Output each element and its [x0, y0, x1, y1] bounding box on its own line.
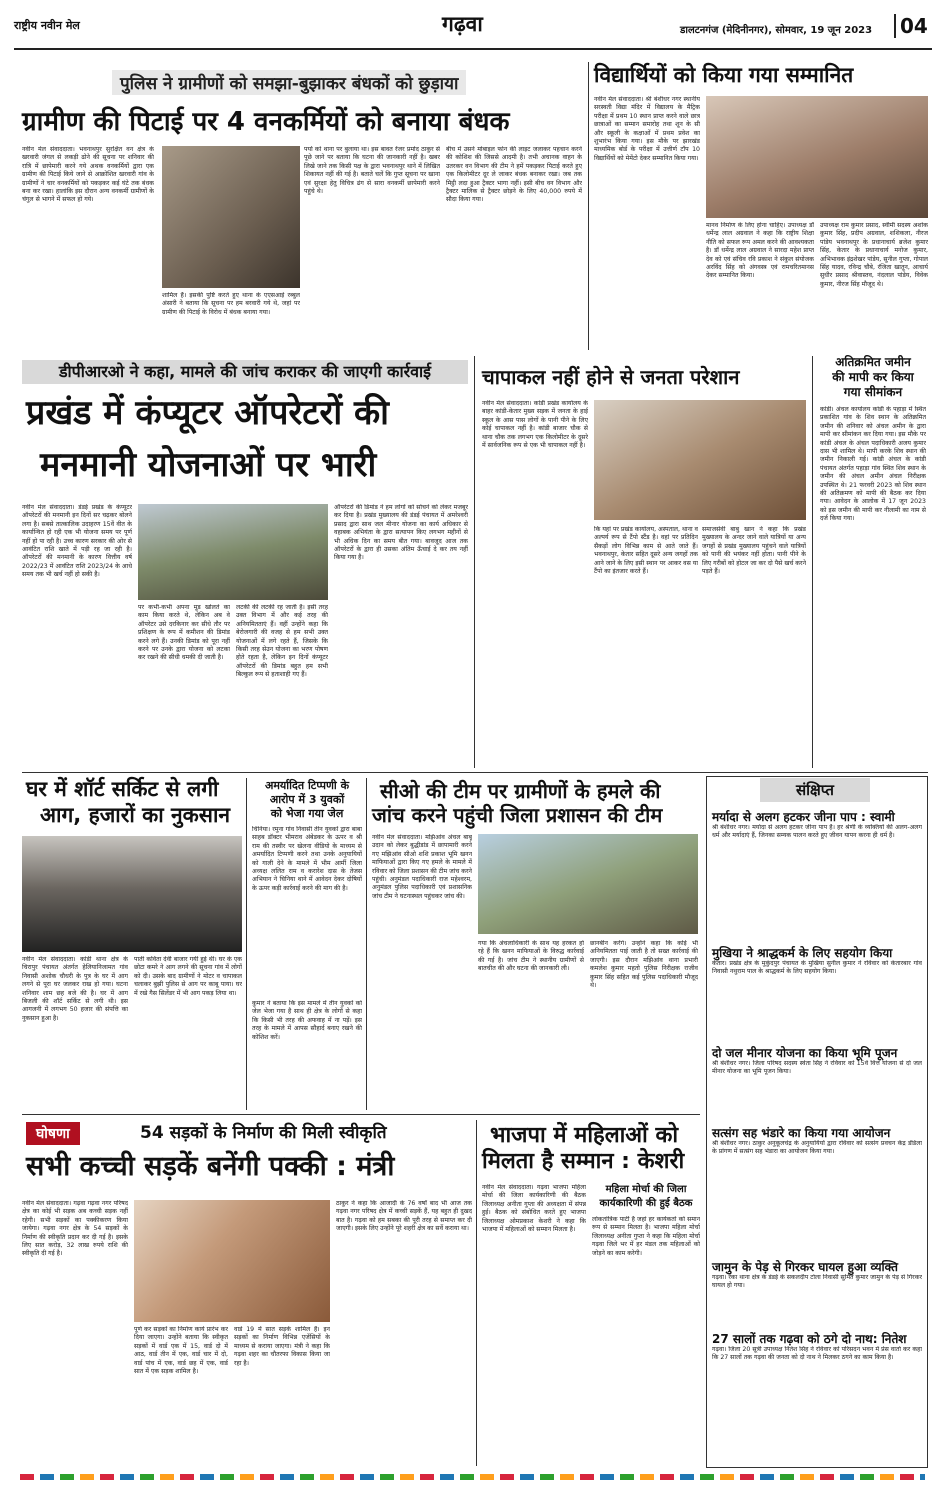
story6-headline-line1: घर में शॉर्ट सर्किट से लगी [26, 777, 219, 801]
section-divider [22, 772, 928, 773]
brief-body: गढ़वा। रंका थाना क्षेत्र के डंडई के सकलदीप टोला निवासी सुमित कुमार जामुन के पेड़ से गिरकर घायल हो गया। [712, 1274, 922, 1290]
story10-subhead-line2: कार्यकारिणी की हुई बैठक [599, 1198, 693, 1209]
story8-headline-line1: सीओ की टीम पर ग्रामीणों के हमले की [380, 779, 661, 803]
story5-headline-line3: गया सीमांकन [843, 385, 903, 399]
brief-headline: सत्संग सह भंडारे का किया गया आयोजन [712, 1126, 891, 1140]
story9-col4: ठाकुर ने कहा कि आजादी के 76 वर्षों बाद भी आज तक गढ़वा नगर परिषद क्षेत्र में कच्ची सड़कें हैं, यह बहुत ही दुखद बात है। गढ़वा को हम सबका की पूरी तरह से समाप्त कर दी जाएगी। इसके लिए उन्होंने पूरे शहरी क्षेत्र का सर्वे कराया था। [336, 1200, 472, 1233]
column-divider [366, 778, 367, 1110]
page-header [14, 8, 932, 50]
story3-photo [138, 504, 328, 600]
story7-headline-line1: अमर्यादित टिप्पणी के [264, 779, 350, 792]
story9-tag: घोषणा [26, 1122, 80, 1145]
footer-color-strip [20, 1474, 925, 1480]
story3-col4: ऑपरेटरों की डिमांड ने हम लोगों को सोचने को लेकर मजबूर कर दिया है। प्रखंड मुख्यालय की डंडई पंचायत में अमरेश्वरी प्रसाद द्वारा साथ जल मीनार योजना का कार्य अधिकार से वहाबक अभियंता के द्वारा सत्यापन किए लगभग महीनों से भी अधिक दिन का समय बीत गया। बावजूद आज तक ऑपरेटरों के द्वारा ही उसका अंतिम ऊँचाई दे कर तय नहीं किया गया है। [334, 504, 468, 562]
story8-col3: छानबीन करेंगे। उन्होंने कहा कि कोई भी अनियमितता पाई जाती है तो सख्त कार्रवाई की जाएगी। इस दौरान मझिआंव थाना प्रभारी कमलेश कुमार महतो पुलिस निरीक्षक राजीव कुमार सिंह सहित कई पुलिस पदाधिकारी मौजूद थे। [590, 940, 698, 990]
briefs-title: संक्षिप्त [760, 778, 870, 802]
column-divider [812, 356, 813, 768]
story7-headline-line3: को भेजा गया जेल [270, 807, 344, 820]
story5-body: कांडी। अंचल कार्यालय कांडी के पहाड़ा में स्थित प्रकाशित गांव के शिव स्थान के अतिक्रमित जमीन की शनिवार को अंचल अमीन के द्वारा मापी कर सीमांकन कर दिया गया। इस मौके पर कांडी अंचल के अंचल पदाधिकारी अजय कुमार दास भी शामिल थे। मापी करके शिव स्थान की जमीन निकाली गई। कांडी अंचल के कांडी पंचायत अंतर्गत पहाड़ा गांव स्थित शिव स्थान के जमीन की अंचल अमीन अंचल निरीक्षक उपस्थित थे। 21 फरवरी 2023 को शिव स्थान की अतिक्रमण को मापी की बैठक कर दिया गया। आवेदन के आलोक में 17 जून 2023 को इस जमीन की मापी कर नीलामी का नाम से दर्ज किया गया। [820, 406, 926, 523]
story2-headline: विद्यार्थियों को किया गया सम्मानित [594, 63, 854, 87]
story3-headline-line1: प्रखंड में कंप्यूटर ऑपरेटरों की [26, 393, 389, 433]
story6-headline-line2: आग, हजारों का नुकसान [40, 803, 231, 827]
story9-headline: सभी कच्ची सड़कें बनेंगी पक्की : मंत्री [26, 1151, 395, 1182]
story8-col2: गया कि अंचलाधिकारी के साथ यह हरकत हो रहे हैं कि खनन माफियाओं के विरुद्ध कार्रवाई की गई है। जांच टीम ने स्थानीय ग्रामीणों से बातचीत की और घटना की जानकारी ली। [478, 940, 584, 973]
brief-body: श्री बंशीधर नगर। मर्यादा से अलग हटकर जीना पाप है। हर श्रेणी के व्यक्तियों की अलग-अलग धर्म और मर्यादाएं हैं, जिनका सम्यक पालन करते हुए जीवन यापन करना ही धर्म है। [712, 824, 922, 840]
story1-col4: बीच में उसने मोबाइल फोन की लाइट जलाकर पहचान करने की कोशिश की जिससे आदमी है। तभी अचानक वाहन के उतरकर वन विभाग की टीम ने हमें पकड़कर पिटाई करते हुए एक किलोमीटर दूर ले जाकर बंधक बनाकर रखा। जब तक मिट्ठी लदा हुआ ट्रैक्टर भागा नहीं। इसी बीच वन विभाग और ट्रैक्टर मालिक से ट्रैक्टर छोड़ने के लिए 40,000 रुपये में सौदा किया गया। [446, 146, 582, 204]
story3-kicker: डीपीआरओ ने कहा, मामले की जांच कराकर की जाएगी कार्रवाई [22, 360, 468, 384]
story1-headline: ग्रामीण की पिटाई पर 4 वनकर्मियों को बनाया बंधक [22, 107, 510, 137]
story4-col1: नवीन मेल संवाददाता। कांडी प्रखंड कार्यालय के बाहर कांडी-केतार मुख्य सड़क में जनता के हाई स्कूल के आस पास लोगों के पानी पीने के लिए कोई चापाकल नहीं है। कांडी बाजार चौक से थाना चौक तक लगभग एक किलोमीटर के दूसरे में सार्वजनिक रूप से एक भी चापाकल नहीं है। [482, 400, 588, 450]
column-divider [588, 62, 589, 350]
brief-body: श्री बंशीधर नगर। ठाकुर अनुकूलचंद्र के अनुयायियों द्वारा रविवार को सत्संग प्रवचन केंद्र डंडिला के प्रांगण में सत्संग सह भंडारा का आयोजन किया गया। [712, 1140, 922, 1156]
story9-col3: वार्ड 19 में सात सड़कें शामिल हैं। इन सड़कों का निर्माण विभिन्न एजेंसियों के माध्यम से कराया जाएगा। मंत्री ने कहा कि गढ़वा शहर का चौतरफा विकास किया जा रहा है। [234, 1326, 330, 1367]
story9-col1: नवीन मेल संवाददाता। गढ़वा गढ़वा नगर परिषद क्षेत्र का कोई भी सड़क अब कच्ची सड़क नहीं रहेगी। सभी सड़कों का पक्कीकरण किया जायेगा। गढ़वा नगर क्षेत्र के 54 सड़कों के निर्माण की स्वीकृति प्रदान कर दी गई है। इसके लिए सात करोड़, 32 लाख रुपये राशि की स्वीकृति दी गई है। [22, 1200, 128, 1258]
brief-headline: मुखिया ने श्राद्धकर्म के लिए सहयोग किया [712, 946, 893, 960]
story1-photo [162, 146, 300, 288]
story2-col1: नवीन मेल संवाददाता। श्री बंशीधर नगर स्थानीय सरस्वती विद्या मंदिर में विद्यालय के मैट्रिक परीक्षा में प्रथम 10 स्थान प्राप्त करने वाले छात्र छात्राओं का सम्मान समारोह तथा शून के सी और स्कूली के कक्षाओं में प्रथम प्रवेश का शुभारंभ किया गया। इस मौके पर झारखंड माध्यमिक बोर्ड के परीक्षा में उत्तीर्ण टॉप 10 विद्यार्थियों को मेमेंटो देकर सम्मानित किया गया। [594, 96, 700, 162]
story6-col1: नवीन मेल संवाददाता। कांडी थाना क्षेत्र के चिरापुर पंचायत अंतर्गत हेलियानिजामत गांव निवासी अशोक चौधरी के पुत्र के घर में आग लगने से पूरा घर जलकर राख हो गया। घटना शनिवार शाम छह बजे की है। घर में आग बिजली की शॉर्ट सर्किट से लगी थी। इस आगजनी में लगभग 50 हजार की संपत्ति का नुकसान हुआ है। [22, 956, 128, 1022]
story6-col2: पाती कविता देवी बाजार गयी हुई थी। घर के एक छोटा कमरे ने आग लगने की सूचना गांव में लोगों को दी। उसके बाद ग्रामीणों ने मोटर व चापाकल चलाकर बुझी पुलिस से आग पर काबू पाया। घर में रखे गैस सिलेंडर में भी आग पकड़ लिया था। [134, 956, 242, 997]
brief-body: केतार। प्रखंड क्षेत्र के मुकुंदपुर पंचायत के मुखिया सुनील कुमार ने रविवार को केतारबार गांव निवासी नथुराम पाल के श्राद्धकर्म के लिए सहयोग किया। [712, 960, 922, 976]
story4-headline: चापाकल नहीं होने से जनता परेशान [482, 365, 740, 389]
story4-photo [594, 400, 806, 520]
brief-headline: मर्यादा से अलग हटकर जीना पाप : स्वामी [712, 810, 895, 824]
story8-col1: नवीन मेल संवाददाता। मझिआंव अंचल बाबू उदान को लेकर बुद्धीडांड में छापामारी करने गए मझिआंव सीओ शशि प्रकाश भूमि खनन माफियाओं द्वारा किए गए हमले के मामले में रविवार को जिला प्रशासन की टीम जांच करने पहुंची। अनुमंडल पदाधिकारी राज महेश्वरम, अनुमंडल पुलिस पदाधिकारी एवं प्रशासनिक जांच टीम ने घटनास्थल पहुंचकर जांच की। [372, 834, 472, 900]
column-divider [246, 778, 247, 1110]
story7-col1: चिनिया। रमुना गांव निवासी तीन युवकों द्वारा बाबा साहब डॉक्टर भीमराव अंबेडकर के ऊपर व श्री राम की तस्वीर पर खेलना वीडियो के माध्यम से अमर्यादित टिप्पणी करने तथा उनके अनुयायियों को गाली देने के मामले में भीम आर्मी जिला अध्यक्ष ललित राम व करारेश दास के तेजस अभियान ने चिनिया थाने में आवेदन देकर दोषियों के ऊपर कड़ी कार्रवाई करने की माग की है। [252, 826, 362, 892]
story1-col2: शामिल हैं। इसकी पुष्टि करते हुए थाना के एएसआई रब्बुल अंसारी ने बताया कि सूचना पर हम बरवारी गये थे, जहां पर ग्रामीण की पिटाई के विरोध में बंधक बनाया गया। [162, 292, 300, 316]
story10-col1: नवीन मेल संवाददाता। गढ़वा भाजपा महिला मोर्चा की जिला कार्यकारिणी की बैठक जिलाध्यक्ष अनीता गुप्ता की अध्यक्षता में संपन्न हुई। बैठक को संबोधित करते हुए भाजपा जिलाध्यक्ष ओमप्रकाश केशरी ने कहा कि भाजपा में महिलाओं को सम्मान मिलता है। [482, 1184, 586, 1234]
brief-headline: जामुन के पेड़ से गिरकर घायल हुआ व्यक्ति [712, 1260, 898, 1274]
story9-photo [134, 1200, 330, 1322]
story7-headline-line2: आरोप में 3 युवकों [269, 793, 345, 806]
story8-headline-line2: जांच करने पहुंची जिला प्रशासन की टीम [372, 803, 663, 827]
column-divider [474, 356, 475, 768]
story9-col2: पूर्ण कर सड़कों का निर्माण कार्य प्रारंभ कर दिया जाएगा। उन्होंने बताया कि स्वीकृत सड़कों में वार्ड एक में 15, वार्ड दो में आठ, वार्ड तीन में एक, वार्ड चार में दो, वार्ड पांच में एक, वार्ड छह में एक, वार्ड सात में एक सड़क शामिल है। [134, 1326, 228, 1376]
story2-photo [706, 96, 928, 218]
story3-col1: नवीन मेल संवाददाता। डंडई प्रखंड के कंप्यूटर ऑपरेटरों की मनमानी इन दिनों सर चढ़कर बोलने लगा है। सबसे तात्कालिक उदाहरण 15वें वीत के कार्यान्वित हो रही एक भी योजना समय पर पूर्ण नहीं हो पा रही है। उच्च कारण सरकार की ओर से आवंटित राशि खाते में पड़ी रह जा रही है। ऑपरेटरों की मनमानी के कारण वित्तीय वर्ष 2022/23 में आवंटित राशि 2023/24 के आधे समय तक भी खर्च नहीं हो सकी है। [22, 504, 132, 579]
section-divider [22, 1114, 700, 1115]
story10-headline-line1: भाजपा में महिलाओं को [490, 1123, 679, 1148]
story3-headline-line2: मनमानी योजनाओं पर भारी [40, 445, 377, 485]
story2-col3: उपाध्यक्ष राम कुमार प्रसाद, स्वीमी सदस्य अशोक कुमार सिंह, प्रदीप अग्रवाल, शशिकला, नीरज पांडेय भवनाथपुर के प्रधानाचार्य ब्रजेश कुमार सिंह, केतार के प्रधानाचार्य मनोज कुमार, अभिभावक इंद्रशेखर पांडेय, सुनील गुप्ता, गोपाल सिंह यादव, रविन्द्र चौबे, रंजिता खातून, आचार्य सुधीर प्रसाद श्रीवास्तव, नंदलाल पांडेय, विवेक कुमार, नीरज सिंह मौजूद थे। [820, 222, 928, 288]
story5-headline-line1: अतिक्रमित जमीन [835, 355, 911, 369]
story3-col2: पर कभी-कभी अपना मूड खोलते का काम किया करते थे, लेकिन अब वे ऑपरेटर उसे दरकिनार कर सीधे तौर पर प्रशिक्षण के रूप में कमीशन की डिमांड करने लगे हैं। उनकी डिमांड को पूरा नहीं करने पर उनके द्वारा योजना को लटका कर रखने की सीधी धमकी दी जाती है। [138, 604, 230, 662]
page-number: 04 [894, 14, 928, 38]
story1-col1: नवीन मेल संवाददाता। भवनाथपुर सुरक्षित वन क्षेत्र के खरवारी जंगल से लकड़ी ढोने की सूचना पर शनिवार की रात्रि में छापेमारी करने गये अथक वनकर्मियों द्वारा एक ग्रामीण की पिटाई किये जाने से आक्रोशित खरवारी गांव के ग्रामीणों ने चार वनकर्मियों को पकड़कर कई घंटे तक बंधक बना कर रखा। हालांकि इस दौरान अन्य वनकर्मी ग्रामीणों के चंगुल से भागने में सफल हो गये। [22, 146, 154, 204]
story10-col2: लोकतांत्रिक पार्टी है जहां हर कार्यकर्ता को समान रूप से सम्मान मिलता है। भाजपा महिला मोर्चा जिलाध्यक्ष अनीता गुप्ता ने कहा कि महिला मोर्चा गढ़वा जिले भर में हर मंडल तक महिलाओं को जोड़ने का काम करेगी। [592, 1216, 700, 1257]
story10-subhead-line1: महिला मोर्चा की जिला [605, 1184, 687, 1195]
story9-kicker: 54 सड़कों के निर्माण की मिली स्वीकृति [140, 1123, 387, 1143]
brief-headline: 27 सालों तक गढ़वा को ठगे दो नाथ: नितेश [712, 1332, 907, 1346]
dateline: डालटनगंज (मेदिनीनगर), सोमवार, 19 जून 2023 [680, 25, 873, 36]
story4-col2: कि यहां पर प्रखंड कार्यालय, अस्पताल, थाना व अल्पर्य रूप से टैंपो स्टैंड है। वहां पर प्रतिदिन सैकड़ों लोग विभिन्न काम से आते जाते हैं। भवनाथपुर, केतार सहित दूसरे अन्य जगहों तक आने जाने के लिए इसी स्थान पर आकर वस या टैंपो का इंतजार करते हैं। [594, 526, 698, 576]
masthead-logo: राष्ट्रीय नवीन मेल [14, 19, 80, 32]
story2-col2: मानव निर्माण के लिए होना चाहिए। उपाध्यक्ष डॉ धर्मेन्द्र लाल अग्रवाल ने कहा कि राष्ट्रीय शिक्षा नीति को सफल रूप अमल करने की आवश्यकता है। डॉ धर्मेन्द्र लाल अग्रवाल ने सारदा महेश प्राप्त देव को एवं संचिव रवि प्रकाश ने संकुल संयोजक अरविंद सिंह को अंगवस्त्र एवं रामचरितमानस देकर सम्मानित किया। [706, 222, 814, 280]
section-title: गढ़वा [442, 12, 483, 36]
story4-col3: समाजसेवी बाबु खान ने कहा कि प्रखंड मुख्यालय के अन्दर जाने वाले यात्रियों या अन्य जगहों से प्रखंड मुख्यालय पहुंचने वाले यात्रियों को पानी की भयंकर नहीं होता। पानी पीने के लिए गरीबों को होटल जा कर दो पैसे खर्च करने पड़ते हैं। [702, 526, 806, 576]
story8-photo [478, 834, 698, 934]
brief-body: गढ़वा। जिला 20 सूत्री उपाध्यक्ष नितेश सिंह ने रविवार को परिसदन भवन में प्रेस वार्ता कर कहा कि 27 सालों तक गढ़वा की जनता को दो नाथ ने मिलकर ठगने का काम किया है। [712, 1346, 922, 1362]
brief-body: श्री बंशीधर नगर। जिला परिषद सदस्य स्वेता सिंह ने रविवार को 15वें वित्त योजना से दो जल मीनार योजना का भूमि पूजन किया। [712, 1060, 922, 1076]
story1-kicker: पुलिस ने ग्रामीणों को समझा-बुझाकर बंधकों को छुड़ाया [112, 70, 466, 95]
story5-headline-line2: की मापी कर किया [832, 370, 914, 384]
story7-col2: कुमार ने बताया कि इस मामले में तीन युवकों को जेल भेजा गया है साथ ही क्षेत्र के लोगों से कहा कि किसी भी तरह की अफवाह में ना पड़ें। इस तरह के मामले में आपस सौहार्द बनाए रखने की कोशिश करें। [252, 1000, 362, 1108]
story3-col3: लटकी की लटकी रह जाती है। इसी तरह उक्त विभाग में और कई तरह की अनियमितताएं हैं। वहीं उन्होंने कहा कि बेरोजगारी की वजह से हम सभी उक्त योजनाओं में लगे रहते हैं, जिसके कि किसी तरह सेउन योजना का भरण पोषण होते रहता है, लेकिन इन दिनों कंप्यूटर ऑपरेटरों की डिमांड बहुत हम सभी बिल्कुल रूप से हताशाही गए हैं। [236, 604, 328, 679]
story10-headline-line2: मिलता है सम्मान : केशरी [482, 1149, 685, 1174]
story1-col3: पर्यो को थाना पर बुलाया था। इस बावत रेंजर प्रमोद ठाकुर से पूछे जाने पर बताया कि घटना की जानकारी नहीं है। खबर लिखे जाने तक किसी पक्ष के द्वारा भवनाथपुर थाने में लिखित शिकायत नहीं की गई है। बताते चलें कि गुप्त सूचना पर खाना एवं सुरक्षा हेतु विचित्र ढंग से सारा वनकर्मी छापेमारी करने पहुंचे थे। [304, 146, 440, 196]
brief-headline: दो जल मीनार योजना का किया भूमि पूजन [712, 1046, 898, 1060]
column-divider [476, 1120, 477, 1466]
story6-photo [22, 836, 242, 952]
